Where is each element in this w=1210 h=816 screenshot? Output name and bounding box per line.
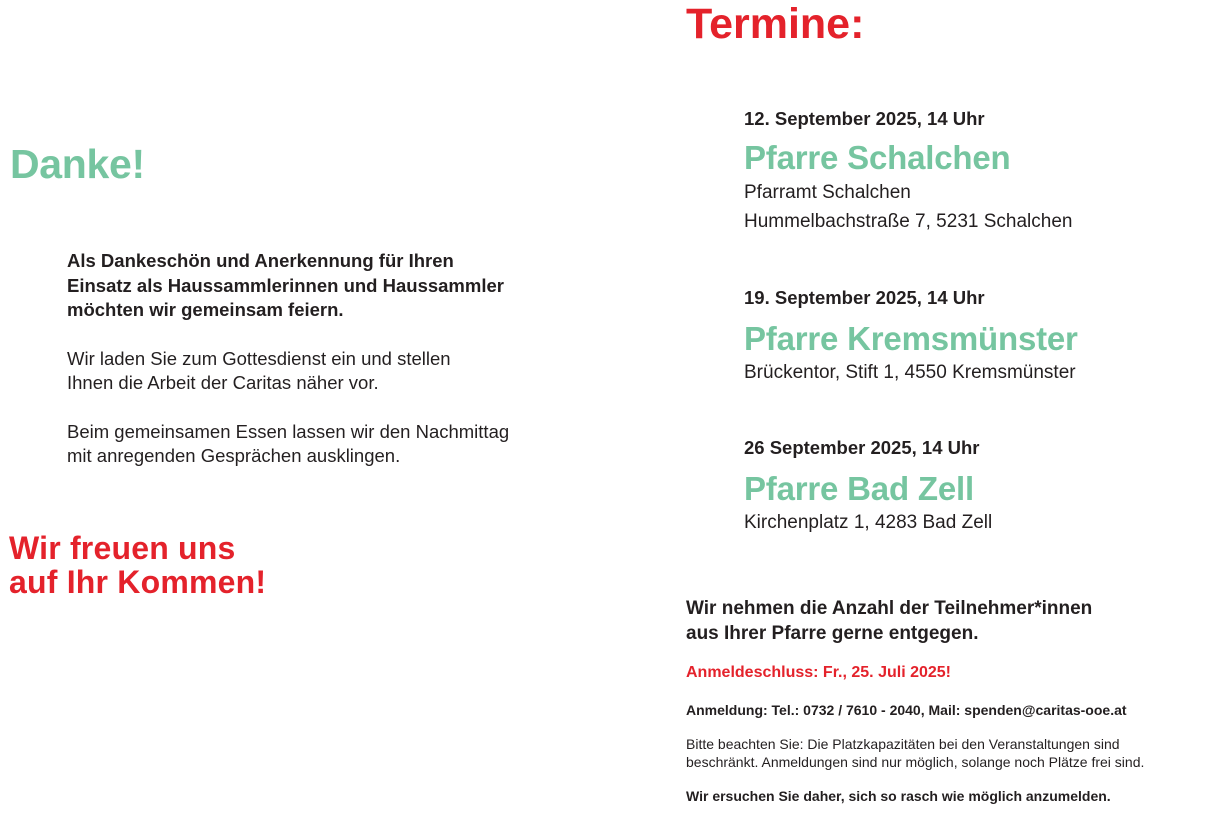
notice-heading	[686, 596, 1201, 646]
event-address-line: Brückentor, Stift 1, 4550 Kremsmünster	[744, 362, 1076, 383]
notice-heading-line: Wir nehmen die Anzahl der Teilnehmer*innen	[686, 598, 1093, 619]
meal-line: mit anregenden Gesprächen ausklingen.	[67, 445, 401, 466]
event-address-line: Hummelbachstraße 7, 5231 Schalchen	[744, 211, 1073, 232]
registration-deadline: Anmeldeschluss: Fr., 25. Juli 2025!	[686, 664, 951, 681]
intro-line: möchten wir gemeinsam feiern.	[67, 299, 344, 320]
closing-line: auf Ihr Kommen!	[9, 564, 267, 600]
registration-contact: Anmeldung: Tel.: 0732 / 7610 - 2040, Mail: spenden@caritas-ooe.at	[686, 702, 1127, 718]
event-date: 19. September 2025, 14 Uhr	[744, 287, 985, 308]
event-date: 12. September 2025, 14 Uhr	[744, 108, 985, 129]
event-parish: Pfarre Bad Zell	[744, 470, 974, 507]
intro-line: Als Dankeschön und Anerkennung für Ihren	[67, 250, 454, 271]
event-address-line: Pfarramt Schalchen	[744, 182, 911, 203]
intro-line: Einsatz als Haussammlerinnen und Haussammler	[67, 274, 504, 296]
dates-heading: Termine:	[686, 0, 865, 48]
event-address-line: Kirchenplatz 1, 4283 Bad Zell	[744, 512, 993, 533]
closing-heading	[9, 531, 266, 599]
service-line: Ihnen die Arbeit der Caritas näher vor.	[67, 372, 379, 393]
capacity-line: Bitte beachten Sie: Die Platzkapazitäten bei den Veranstaltungen sind	[686, 736, 1120, 752]
intro-text-block	[67, 249, 587, 469]
thanks-heading: Danke!	[10, 141, 145, 187]
service-paragraph	[67, 347, 587, 396]
closing-line: Wir freuen uns	[9, 530, 236, 566]
registration-notice	[686, 596, 1201, 805]
event-parish: Pfarre Kremsmünster	[744, 320, 1078, 357]
intro-paragraph	[67, 249, 587, 323]
event-item	[744, 437, 1204, 536]
event-item	[744, 108, 1204, 236]
capacity-note	[686, 735, 1201, 771]
capacity-line: beschränkt. Anmeldungen sind nur möglich, solange noch Plätze frei sind.	[686, 754, 1145, 770]
event-date: 26 September 2025, 14 Uhr	[744, 437, 980, 458]
urge-note: Wir ersuchen Sie daher, sich so rasch wie möglich anzumelden.	[686, 788, 1111, 804]
service-line: Wir laden Sie zum Gottesdienst ein und stellen	[67, 347, 451, 369]
meal-paragraph	[67, 420, 587, 469]
meal-line: Beim gemeinsamen Essen lassen wir den Nachmittag	[67, 420, 510, 442]
event-parish: Pfarre Schalchen	[744, 139, 1011, 176]
notice-heading-line: aus Ihrer Pfarre gerne entgegen.	[686, 623, 979, 644]
event-item	[744, 287, 1204, 386]
